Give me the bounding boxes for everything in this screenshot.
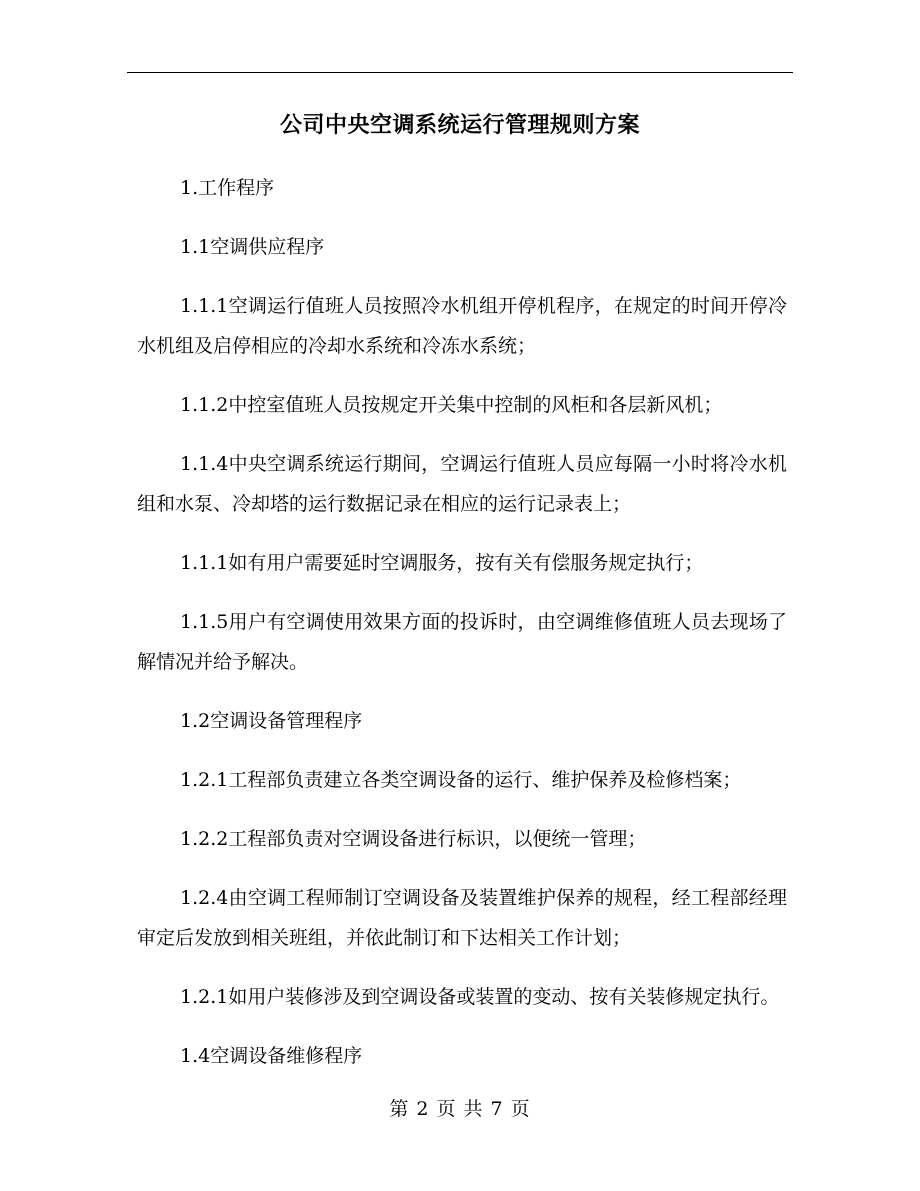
paragraph-1-2-2: 1.2.2工程部负责对空调设备进行标识，以便统一管理；: [180, 828, 647, 850]
header-rule: [127, 72, 793, 73]
paragraph-1-2-1-renovation: 1.2.1如用户装修涉及到空调设备或装置的变动、按有关装修规定执行。: [180, 986, 780, 1008]
paragraph-1-1-2: 1.1.2中控室值班人员按规定开关集中控制的风柜和各层新风机；: [180, 394, 723, 416]
paragraph-1-1-1: 1.1.1空调运行值班人员按照冷水机组开停机程序，在规定的时间开停冷水机组及启停相应的冷却水系统和冷冻水系统；: [137, 295, 787, 357]
paragraph-1-1-4: 1.1.4中央空调系统运行期间，空调运行值班人员应每隔一小时将冷水机组和水泵、冷却塔的运行数据记录在相应的运行记录表上；: [137, 453, 787, 515]
paragraph-maintenance-procedure: 1.4空调设备维修程序: [180, 1045, 363, 1067]
paragraph-work-procedure: 1.工作程序: [180, 177, 275, 199]
document-title: 公司中央空调系统运行管理规则方案: [279, 113, 640, 138]
document-body: [137, 168, 787, 1095]
paragraph-1-1-1-extended: 1.1.1如有用户需要延时空调服务，按有关有偿服务规定执行；: [180, 552, 704, 574]
paragraph-1-2-4: 1.2.4由空调工程师制订空调设备及装置维护保养的规程，经工程部经理审定后发放到相关班组，并依此制订和下达相关工作计划；: [137, 887, 787, 949]
paragraph-equipment-management: 1.2空调设备管理程序: [180, 710, 363, 732]
paragraph-supply-procedure: 1.1空调供应程序: [180, 236, 325, 258]
page-number-footer: 第 2 页 共 7 页: [389, 1098, 531, 1120]
paragraph-1-2-1: 1.2.1工程部负责建立各类空调设备的运行、维护保养及检修档案；: [180, 769, 742, 791]
paragraph-1-1-5: 1.1.5用户有空调使用效果方面的投诉时，由空调维修值班人员去现场了解情况并给予解决。: [137, 611, 787, 673]
